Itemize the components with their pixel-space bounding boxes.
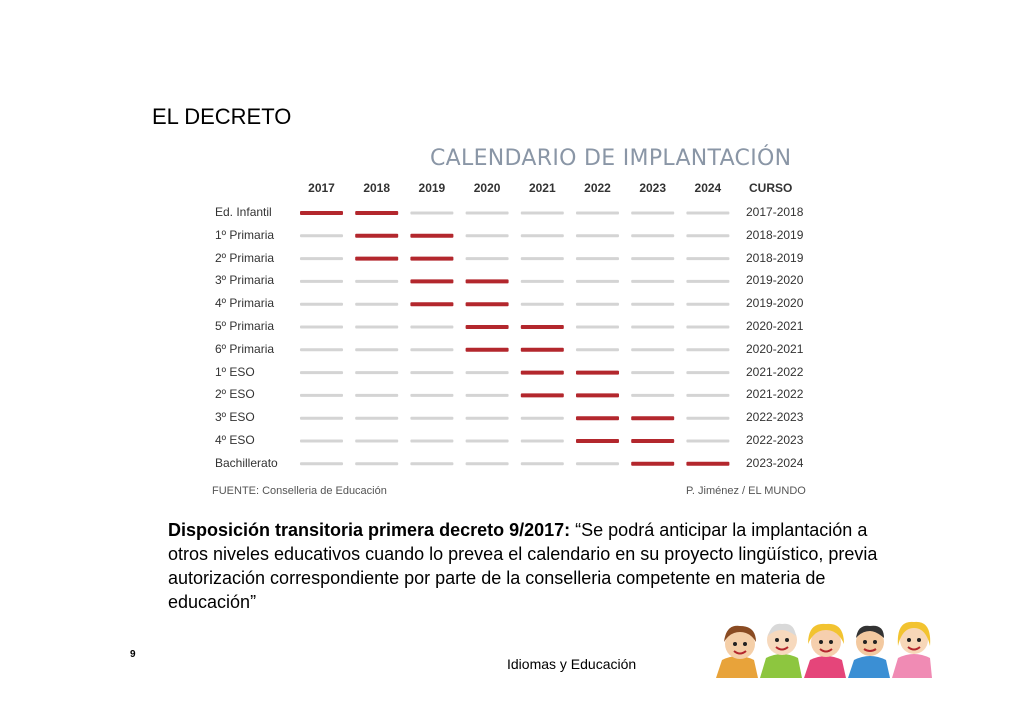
inactive-segment-2024	[686, 303, 729, 306]
active-segment-2020	[466, 302, 509, 306]
inactive-segment-2024	[686, 212, 729, 215]
year-label-2020: 2020	[473, 181, 501, 195]
inactive-segment-2021	[521, 303, 564, 306]
inactive-segment-2018	[355, 303, 398, 306]
inactive-segment-2020	[466, 234, 509, 237]
row-label: 5º Primaria	[215, 319, 275, 333]
inactive-segment-2019	[410, 394, 453, 397]
curso-label: 2021-2022	[746, 364, 804, 379]
inactive-segment-2020	[466, 371, 509, 374]
inactive-segment-2017	[300, 462, 343, 465]
children-illustration	[716, 616, 932, 678]
curso-label: 2017-2018	[746, 205, 804, 219]
inactive-segment-2019	[410, 326, 453, 329]
inactive-segment-2018	[355, 462, 398, 465]
inactive-segment-2023	[631, 280, 674, 283]
inactive-segment-2021	[521, 462, 564, 465]
inactive-segment-2020	[466, 257, 509, 260]
source-right: P. Jiménez / EL MUNDO	[686, 485, 806, 497]
inactive-segment-2017	[300, 280, 343, 283]
child-3	[804, 624, 846, 678]
active-segment-2022	[576, 393, 619, 397]
chart-title: CALENDARIO DE IMPLANTACIÓN	[430, 146, 792, 171]
slide-title: EL DECRETO	[152, 104, 292, 129]
inactive-segment-2024	[686, 394, 729, 397]
active-segment-2022	[576, 439, 619, 443]
row-label: 2º Primaria	[215, 250, 275, 265]
active-segment-2023	[631, 439, 674, 443]
year-label-2019: 2019	[418, 181, 446, 195]
year-label-2022: 2022	[584, 181, 611, 195]
child-4	[848, 626, 890, 678]
inactive-segment-2017	[300, 394, 343, 397]
inactive-segment-2022	[576, 348, 619, 351]
inactive-segment-2021	[521, 234, 564, 237]
year-label-2024: 2024	[694, 181, 722, 195]
curso-label: 2019-2020	[746, 296, 804, 311]
row-label: 3º ESO	[215, 410, 255, 425]
child-5	[892, 622, 932, 678]
inactive-segment-2017	[300, 371, 343, 374]
active-segment-2018	[355, 211, 398, 215]
active-segment-2021	[521, 325, 564, 329]
inactive-segment-2023	[631, 371, 674, 374]
inactive-segment-2021	[521, 417, 564, 420]
curso-label: 2020-2021	[746, 341, 804, 356]
inactive-segment-2019	[410, 348, 453, 351]
inactive-segment-2019	[410, 440, 453, 443]
inactive-segment-2017	[300, 440, 343, 443]
active-segment-2020	[466, 325, 509, 329]
year-label-2017: 2017	[308, 181, 335, 195]
active-segment-2023	[631, 462, 674, 466]
year-label-2021: 2021	[528, 181, 556, 195]
inactive-segment-2019	[410, 462, 453, 465]
row-label: 3º Primaria	[215, 273, 275, 288]
source-left: FUENTE: Conselleria de Educación	[212, 485, 387, 497]
inactive-segment-2021	[521, 440, 564, 443]
active-segment-2024	[686, 462, 729, 466]
inactive-segment-2022	[576, 234, 619, 237]
active-segment-2020	[466, 279, 509, 283]
curso-label: 2019-2020	[746, 273, 804, 288]
inactive-segment-2020	[466, 440, 509, 443]
inactive-segment-2023	[631, 234, 674, 237]
active-segment-2022	[576, 371, 619, 375]
inactive-segment-2021	[521, 257, 564, 260]
inactive-segment-2023	[631, 348, 674, 351]
inactive-segment-2017	[300, 417, 343, 420]
inactive-segment-2024	[686, 280, 729, 283]
inactive-segment-2023	[631, 394, 674, 397]
disposicion-heading: Disposición transitoria primera decreto 9/2017:	[168, 520, 571, 540]
inactive-segment-2022	[576, 257, 619, 260]
active-segment-2018	[355, 234, 398, 238]
curso-label: 2021-2022	[746, 387, 804, 402]
active-segment-2017	[300, 211, 343, 215]
inactive-segment-2023	[631, 257, 674, 260]
inactive-segment-2024	[686, 417, 729, 420]
active-segment-2019	[410, 234, 453, 238]
inactive-segment-2020	[466, 394, 509, 397]
inactive-segment-2022	[576, 462, 619, 465]
inactive-segment-2020	[466, 462, 509, 465]
row-label: Ed. Infantil	[215, 205, 272, 219]
inactive-segment-2018	[355, 348, 398, 351]
inactive-segment-2018	[355, 417, 398, 420]
inactive-segment-2022	[576, 303, 619, 306]
row-label: Bachillerato	[215, 455, 278, 470]
page-number: 9	[130, 649, 136, 660]
active-segment-2019	[410, 257, 453, 261]
inactive-segment-2024	[686, 348, 729, 351]
inactive-segment-2019	[410, 417, 453, 420]
inactive-segment-2018	[355, 371, 398, 374]
inactive-segment-2019	[410, 212, 453, 215]
year-label-2023: 2023	[639, 181, 667, 195]
inactive-segment-2023	[631, 303, 674, 306]
active-segment-2021	[521, 371, 564, 375]
inactive-segment-2022	[576, 326, 619, 329]
inactive-segment-2024	[686, 371, 729, 374]
inactive-segment-2022	[576, 212, 619, 215]
row-label: 1º Primaria	[215, 227, 275, 242]
curso-label: 2018-2019	[746, 250, 804, 265]
row-label: 6º Primaria	[215, 341, 275, 356]
row-label: 4º ESO	[215, 433, 255, 447]
active-segment-2021	[521, 348, 564, 352]
inactive-segment-2021	[521, 212, 564, 215]
inactive-segment-2020	[466, 212, 509, 215]
inactive-segment-2017	[300, 257, 343, 260]
inactive-segment-2017	[300, 234, 343, 237]
inactive-segment-2017	[300, 348, 343, 351]
inactive-segment-2024	[686, 326, 729, 329]
year-label-2018: 2018	[363, 181, 391, 195]
row-label: 1º ESO	[215, 364, 255, 379]
row-label: 2º ESO	[215, 387, 255, 402]
inactive-segment-2017	[300, 303, 343, 306]
active-segment-2023	[631, 416, 674, 420]
inactive-segment-2020	[466, 417, 509, 420]
inactive-segment-2018	[355, 326, 398, 329]
active-segment-2018	[355, 257, 398, 261]
disposicion-quote: “Se podrá anticipar la implantación a otros niveles educativos cuando lo prevea el calendario en su proyecto lingüístico, previa autorización correspondiente por parte de la conselleria competente en materia de educación”	[168, 520, 878, 612]
curso-label: 2023-2024	[746, 455, 804, 470]
inactive-segment-2022	[576, 280, 619, 283]
child-2	[760, 624, 802, 678]
disposicion-text	[168, 518, 888, 614]
child-1	[716, 626, 758, 678]
row-label: 4º Primaria	[215, 296, 275, 311]
active-segment-2022	[576, 416, 619, 420]
active-segment-2020	[466, 348, 509, 352]
active-segment-2019	[410, 279, 453, 283]
active-segment-2021	[521, 393, 564, 397]
curso-label: 2022-2023	[746, 433, 804, 447]
active-segment-2019	[410, 302, 453, 306]
inactive-segment-2024	[686, 440, 729, 443]
curso-label: 2020-2021	[746, 319, 804, 333]
inactive-segment-2017	[300, 326, 343, 329]
inactive-segment-2018	[355, 280, 398, 283]
inactive-segment-2024	[686, 234, 729, 237]
inactive-segment-2018	[355, 394, 398, 397]
inactive-segment-2019	[410, 371, 453, 374]
inactive-segment-2024	[686, 257, 729, 260]
inactive-segment-2021	[521, 280, 564, 283]
inactive-segment-2018	[355, 440, 398, 443]
footer-text: Idiomas y Educación	[507, 656, 637, 672]
inactive-segment-2023	[631, 212, 674, 215]
curso-header: CURSO	[749, 181, 793, 195]
curso-label: 2018-2019	[746, 227, 804, 242]
curso-label: 2022-2023	[746, 410, 804, 425]
inactive-segment-2023	[631, 326, 674, 329]
